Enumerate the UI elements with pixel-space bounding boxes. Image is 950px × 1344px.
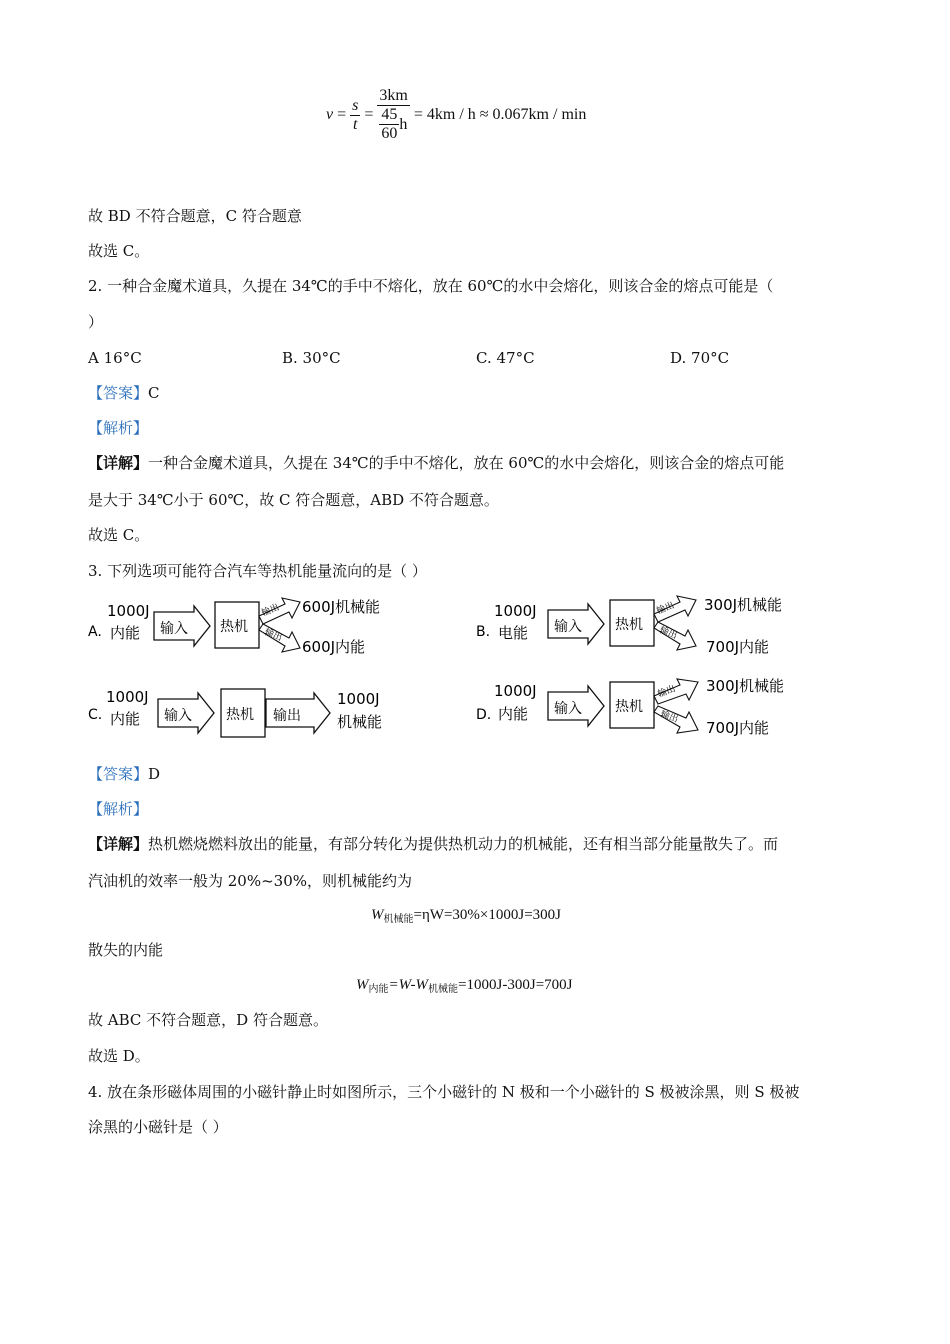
q3-detail-text1: 热机燃烧燃料放出的能量，有部分转化为提供热机动力的机械能，还有相当部分能量散失了。而: [148, 835, 779, 853]
diagram-c-engine-label: 热机: [226, 707, 254, 723]
formula-3km: 3km: [379, 87, 408, 104]
q3-conclusion-2: 故选 D。: [88, 1047, 150, 1065]
formula-s: s: [352, 96, 359, 114]
eq1-sub: 机械能: [383, 914, 414, 925]
q3-answer: [88, 764, 160, 784]
q2-option-b: B. 30°C: [282, 349, 341, 367]
q2-detail-line2: 是大于 34℃小于 60℃，故 C 符合题意，ABD 不符合题意。: [88, 491, 499, 509]
q2-detail-tag: 【详解】: [88, 454, 149, 472]
q2-conclusion: 故选 C。: [88, 526, 150, 544]
q3-answer-tag: 【答案】: [88, 765, 149, 783]
q4-stem-line2: 涂黑的小磁针是（ ）: [88, 1118, 228, 1136]
q3-analysis-tag: 【解析】: [88, 800, 149, 818]
q2-option-d: D. 70°C: [670, 349, 730, 367]
formula-inner-fraction: [379, 106, 399, 143]
q3-detail-line1: [88, 834, 778, 854]
formula-denominator: [377, 106, 409, 143]
q3-detail-line2: 汽油机的效率一般为 20%~30%，则机械能约为: [88, 872, 413, 890]
diagram-d-result-1: 300J机械能: [706, 677, 785, 695]
diagram-b-input-label: 输入: [554, 619, 582, 635]
eq1-w: W: [371, 907, 384, 923]
q2-stem-line2: ）: [88, 313, 104, 331]
q2-answer: [88, 383, 160, 403]
diagram-a: [88, 598, 380, 656]
q2-detail-text1: 一种合金魔术道具，久提在 34℃的手中不熔化，放在 60℃的水中会熔化，则该合金的熔点可能: [148, 454, 785, 472]
formula-s-over-t: [350, 97, 360, 134]
eq1-rest: =ηW=30%×1000J=300J: [413, 907, 562, 923]
diagram-b-letter: B.: [476, 624, 491, 640]
diagram-a-input-label: 输入: [160, 621, 188, 637]
diagram-c-output-label: 输出: [273, 708, 301, 724]
eq2-w: W: [356, 977, 369, 993]
diagram-d-out-label-2: 输出: [658, 709, 680, 725]
diagram-b-out-label-2: 输出: [657, 625, 679, 642]
formula-main-fraction: [377, 87, 409, 143]
formula-45: 45: [381, 106, 398, 123]
diagram-d-result-2: 700J内能: [706, 719, 770, 737]
diagram-c-result-top: 1000J: [337, 690, 380, 708]
q2-option-a: A 16°C: [88, 349, 142, 367]
diagram-c: [88, 688, 382, 737]
diagram-a-out-label-1: 输出: [260, 602, 281, 619]
diagram-d-letter: D.: [476, 707, 492, 723]
diagram-c-source-bottom: 内能: [110, 710, 141, 728]
diagram-b-source-top: 1000J: [494, 602, 537, 620]
diagram-c-input-label: 输入: [164, 708, 192, 724]
q3-diagrams: [0, 590, 950, 750]
diagram-a-result-1: 600J机械能: [302, 598, 381, 616]
diagram-a-source-bottom: 内能: [110, 624, 141, 642]
diagram-d-source-top: 1000J: [494, 682, 537, 700]
q3-answer-value: D: [148, 765, 161, 783]
diagram-b: [476, 596, 782, 656]
diagram-b-out-label-1: 输出: [655, 600, 676, 617]
q2-detail-line1: [88, 453, 784, 473]
velocity-formula: [326, 80, 586, 150]
diagram-d-input-label: 输入: [554, 701, 582, 717]
q2-answer-value: C: [148, 384, 160, 402]
diagram-d: [476, 677, 784, 737]
q2-option-c: C. 47°C: [476, 349, 535, 367]
q3-lost-label: 散失的内能: [88, 941, 164, 959]
q2-stem-line1: 2. 一种合金魔术道具，久提在 34℃的手中不熔化，放在 60℃的水中会熔化，则该合金的熔点可能是（: [88, 277, 774, 295]
diagram-c-letter: C.: [88, 707, 103, 723]
diagram-b-engine-label: 热机: [615, 617, 643, 633]
diagram-d-out-label-1: 输出: [656, 684, 677, 700]
diagram-a-result-2: 600J内能: [302, 638, 366, 656]
diagram-a-engine-label: 热机: [220, 619, 248, 635]
q4-stem-line1: 4. 放在条形磁体周围的小磁针静止时如图所示，三个小磁针的 N 极和一个小磁针的 S 极被涂黑，则 S 极被: [88, 1083, 800, 1101]
q2-analysis-tag: 【解析】: [88, 419, 149, 437]
eq2-sub2: 机械能: [428, 984, 459, 995]
q3-conclusion-1: 故 ABC 不符合题意，D 符合题意。: [88, 1011, 328, 1029]
diagram-b-source-bottom: 电能: [498, 624, 529, 642]
formula-h: h: [399, 115, 408, 133]
formula-result: = 4km / h ≈ 0.067km / min: [413, 106, 587, 123]
q3-stem: 3. 下列选项可能符合汽车等热机能量流向的是（ ）: [88, 562, 427, 580]
formula-60: 60: [381, 125, 398, 142]
diagram-a-source-top: 1000J: [107, 602, 150, 620]
eq2-mid: =W-W: [388, 977, 429, 993]
formula-v: v: [326, 106, 334, 123]
diagram-a-out-label-2: 输出: [262, 627, 284, 644]
q2-answer-tag: 【答案】: [88, 384, 149, 402]
diagram-d-source-bottom: 内能: [498, 705, 529, 723]
q3-equation-2: [356, 975, 573, 997]
formula-eq: =: [337, 106, 347, 123]
eq2-rest: =1000J-300J=700J: [458, 977, 573, 993]
formula-t: t: [353, 115, 358, 133]
diagram-c-result-bottom: 机械能: [337, 713, 383, 731]
diagram-c-source-top: 1000J: [106, 688, 149, 706]
q3-equation-1: [371, 905, 561, 927]
eq2-sub: 内能: [368, 984, 389, 995]
q1-conclusion-line2: 故选 C。: [88, 242, 150, 260]
diagram-d-engine-label: 热机: [615, 699, 643, 715]
diagram-b-result-2: 700J内能: [706, 638, 770, 656]
diagram-a-letter: A.: [88, 624, 102, 640]
diagram-b-result-1: 300J机械能: [704, 596, 783, 614]
formula-eq2: =: [364, 106, 374, 123]
q3-detail-tag: 【详解】: [88, 835, 149, 853]
q1-conclusion-line1: 故 BD 不符合题意，C 符合题意: [88, 207, 302, 225]
